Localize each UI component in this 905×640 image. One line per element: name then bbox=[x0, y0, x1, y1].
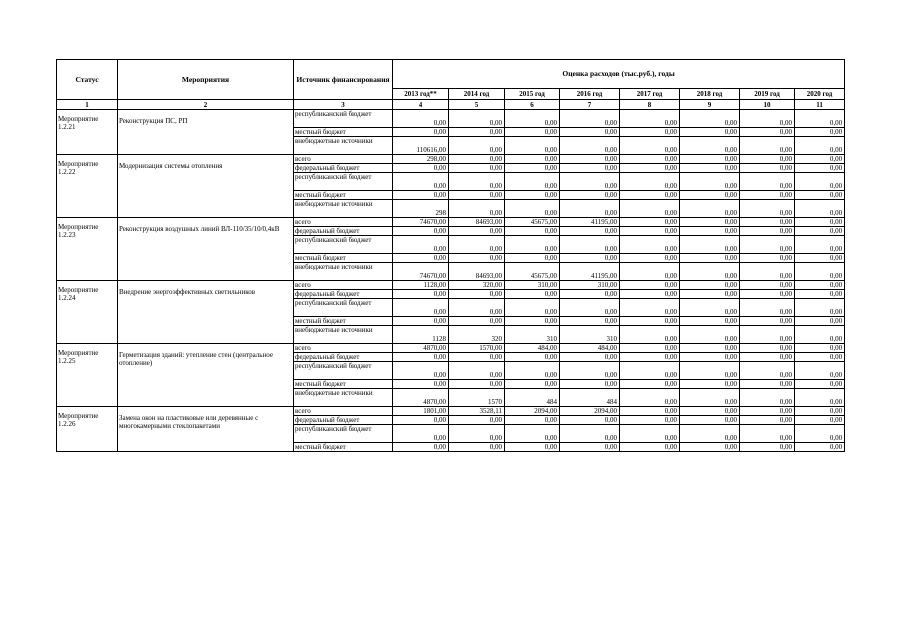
value-cell: 0,00 bbox=[393, 110, 449, 128]
value-cell: 0,00 bbox=[393, 425, 449, 443]
value-cell: 0,00 bbox=[740, 137, 795, 155]
value-cell: 0,00 bbox=[740, 110, 795, 128]
value-cell: 0,00 bbox=[393, 254, 449, 263]
value-cell: 0,00 bbox=[620, 191, 680, 200]
source-cell: федеральный бюджет bbox=[294, 353, 393, 362]
value-cell: 0,00 bbox=[505, 110, 560, 128]
value-cell: 0,00 bbox=[740, 164, 795, 173]
header-year: 2014 год bbox=[449, 89, 505, 100]
source-cell: местный бюджет bbox=[294, 317, 393, 326]
value-cell: 0,00 bbox=[680, 173, 740, 191]
source-cell: республиканский бюджет bbox=[294, 173, 393, 191]
value-cell: 0,00 bbox=[449, 155, 505, 164]
source-cell: федеральный бюджет bbox=[294, 164, 393, 173]
value-cell: 0,00 bbox=[393, 443, 449, 452]
value-cell: 0,00 bbox=[795, 281, 845, 290]
value-cell: 0,00 bbox=[393, 380, 449, 389]
value-cell: 310 bbox=[505, 326, 560, 344]
value-cell: 2094,00 bbox=[505, 407, 560, 416]
value-cell: 0,00 bbox=[795, 137, 845, 155]
value-cell: 0,00 bbox=[620, 425, 680, 443]
value-cell: 0,00 bbox=[740, 416, 795, 425]
value-cell: 0,00 bbox=[505, 443, 560, 452]
value-cell: 0,00 bbox=[560, 353, 620, 362]
value-cell: 0,00 bbox=[393, 416, 449, 425]
value-cell: 4870,00 bbox=[393, 389, 449, 407]
value-cell: 0,00 bbox=[680, 110, 740, 128]
value-cell: 0,00 bbox=[393, 164, 449, 173]
value-cell: 0,00 bbox=[620, 353, 680, 362]
value-cell: 0,00 bbox=[449, 137, 505, 155]
value-cell: 0,00 bbox=[505, 200, 560, 218]
value-cell: 0,00 bbox=[449, 200, 505, 218]
table-body bbox=[57, 60, 845, 452]
header-year: 2013 год** bbox=[393, 89, 449, 100]
header-year: 2020 год bbox=[795, 89, 845, 100]
value-cell: 0,00 bbox=[560, 254, 620, 263]
table-row bbox=[57, 155, 845, 164]
value-cell: 0,00 bbox=[449, 317, 505, 326]
value-cell: 0,00 bbox=[620, 218, 680, 227]
value-cell: 0,00 bbox=[560, 155, 620, 164]
value-cell: 0,00 bbox=[505, 299, 560, 317]
value-cell: 0,00 bbox=[740, 173, 795, 191]
value-cell: 0,00 bbox=[620, 155, 680, 164]
value-cell: 0,00 bbox=[449, 110, 505, 128]
value-cell: 0,00 bbox=[393, 128, 449, 137]
value-cell: 0,00 bbox=[560, 200, 620, 218]
value-cell: 0,00 bbox=[620, 380, 680, 389]
value-cell: 0,00 bbox=[740, 443, 795, 452]
value-cell: 0,00 bbox=[505, 155, 560, 164]
header-estimate: Оценка расходов (тыс.руб.), годы bbox=[393, 60, 845, 89]
event-cell: Реконструкция ПС, РП bbox=[118, 110, 294, 155]
value-cell: 0,00 bbox=[795, 263, 845, 281]
value-cell: 0,00 bbox=[680, 443, 740, 452]
header-year: 2019 год bbox=[740, 89, 795, 100]
value-cell: 0,00 bbox=[449, 353, 505, 362]
value-cell: 0,00 bbox=[393, 317, 449, 326]
value-cell: 41195,00 bbox=[560, 263, 620, 281]
value-cell: 0,00 bbox=[620, 407, 680, 416]
value-cell: 0,00 bbox=[393, 236, 449, 254]
column-number: 7 bbox=[560, 100, 620, 110]
value-cell: 0,00 bbox=[620, 110, 680, 128]
value-cell: 0,00 bbox=[680, 425, 740, 443]
value-cell: 0,00 bbox=[680, 200, 740, 218]
value-cell: 0,00 bbox=[680, 155, 740, 164]
source-cell: федеральный бюджет bbox=[294, 416, 393, 425]
column-number: 9 bbox=[680, 100, 740, 110]
value-cell: 0,00 bbox=[449, 299, 505, 317]
value-cell: 0,00 bbox=[560, 173, 620, 191]
source-cell: местный бюджет bbox=[294, 128, 393, 137]
value-cell: 0,00 bbox=[620, 344, 680, 353]
value-cell: 0,00 bbox=[560, 443, 620, 452]
status-cell: Мероприятие 1.2.25 bbox=[57, 344, 118, 407]
column-number: 2 bbox=[118, 100, 294, 110]
value-cell: 0,00 bbox=[680, 344, 740, 353]
value-cell: 0,00 bbox=[680, 164, 740, 173]
source-cell: местный бюджет bbox=[294, 380, 393, 389]
value-cell: 0,00 bbox=[795, 353, 845, 362]
value-cell: 0,00 bbox=[795, 389, 845, 407]
value-cell: 0,00 bbox=[795, 407, 845, 416]
source-cell: республиканский бюджет bbox=[294, 425, 393, 443]
source-cell: местный бюджет bbox=[294, 191, 393, 200]
value-cell: 0,00 bbox=[680, 317, 740, 326]
value-cell: 0,00 bbox=[740, 299, 795, 317]
value-cell: 0,00 bbox=[620, 416, 680, 425]
value-cell: 484,00 bbox=[560, 344, 620, 353]
value-cell: 0,00 bbox=[740, 362, 795, 380]
expense-table bbox=[56, 59, 845, 452]
value-cell: 0,00 bbox=[620, 128, 680, 137]
header-source: Источник финансирования bbox=[294, 60, 393, 100]
value-cell: 0,00 bbox=[795, 164, 845, 173]
value-cell: 0,00 bbox=[795, 317, 845, 326]
column-number: 10 bbox=[740, 100, 795, 110]
status-cell: Мероприятие 1.2.22 bbox=[57, 155, 118, 218]
value-cell: 0,00 bbox=[449, 191, 505, 200]
value-cell: 3528,11 bbox=[449, 407, 505, 416]
event-cell: Замена окон на пластиковые или деревянные с многокамерными стеклопакетами bbox=[118, 407, 294, 452]
value-cell: 0,00 bbox=[795, 128, 845, 137]
value-cell: 0,00 bbox=[795, 443, 845, 452]
value-cell: 0,00 bbox=[620, 236, 680, 254]
value-cell: 0,00 bbox=[795, 299, 845, 317]
value-cell: 0,00 bbox=[560, 290, 620, 299]
value-cell: 1801,00 bbox=[393, 407, 449, 416]
header-year: 2017 год bbox=[620, 89, 680, 100]
source-cell: местный бюджет bbox=[294, 254, 393, 263]
value-cell: 0,00 bbox=[795, 218, 845, 227]
value-cell: 0,00 bbox=[740, 389, 795, 407]
value-cell: 0,00 bbox=[505, 173, 560, 191]
value-cell: 0,00 bbox=[680, 299, 740, 317]
value-cell: 310,00 bbox=[505, 281, 560, 290]
value-cell: 0,00 bbox=[795, 416, 845, 425]
value-cell: 310,00 bbox=[560, 281, 620, 290]
value-cell: 0,00 bbox=[680, 218, 740, 227]
value-cell: 0,00 bbox=[560, 380, 620, 389]
value-cell: 0,00 bbox=[740, 281, 795, 290]
source-cell: республиканский бюджет bbox=[294, 299, 393, 317]
column-number: 1 bbox=[57, 100, 118, 110]
value-cell: 0,00 bbox=[680, 191, 740, 200]
value-cell: 0,00 bbox=[740, 317, 795, 326]
value-cell: 310 bbox=[560, 326, 620, 344]
value-cell: 0,00 bbox=[560, 137, 620, 155]
table-row bbox=[57, 218, 845, 227]
value-cell: 0,00 bbox=[560, 416, 620, 425]
value-cell: 0,00 bbox=[393, 290, 449, 299]
value-cell: 0,00 bbox=[740, 380, 795, 389]
value-cell: 0,00 bbox=[393, 362, 449, 380]
value-cell: 0,00 bbox=[449, 236, 505, 254]
value-cell: 0,00 bbox=[620, 173, 680, 191]
value-cell: 0,00 bbox=[505, 290, 560, 299]
value-cell: 0,00 bbox=[740, 326, 795, 344]
value-cell: 45675,00 bbox=[505, 263, 560, 281]
table-row bbox=[57, 110, 845, 128]
value-cell: 298,00 bbox=[393, 155, 449, 164]
value-cell: 0,00 bbox=[740, 290, 795, 299]
value-cell: 0,00 bbox=[620, 317, 680, 326]
value-cell: 0,00 bbox=[620, 164, 680, 173]
value-cell: 320,00 bbox=[449, 281, 505, 290]
event-cell: Внедрение энергоэффективных светильников bbox=[118, 281, 294, 344]
value-cell: 0,00 bbox=[560, 362, 620, 380]
value-cell: 0,00 bbox=[680, 362, 740, 380]
table-row bbox=[57, 281, 845, 290]
value-cell: 0,00 bbox=[740, 263, 795, 281]
value-cell: 0,00 bbox=[740, 344, 795, 353]
status-cell: Мероприятие 1.2.23 bbox=[57, 218, 118, 281]
value-cell: 41195,00 bbox=[560, 218, 620, 227]
value-cell: 0,00 bbox=[505, 236, 560, 254]
source-cell: федеральный бюджет bbox=[294, 227, 393, 236]
value-cell: 0,00 bbox=[505, 416, 560, 425]
value-cell: 320 bbox=[449, 326, 505, 344]
header-year: 2015 год bbox=[505, 89, 560, 100]
value-cell: 84693,00 bbox=[449, 263, 505, 281]
column-number-row bbox=[57, 100, 845, 110]
status-cell: Мероприятие 1.2.26 bbox=[57, 407, 118, 452]
source-cell: всего bbox=[294, 344, 393, 353]
source-cell: всего bbox=[294, 218, 393, 227]
value-cell: 0,00 bbox=[620, 137, 680, 155]
value-cell: 0,00 bbox=[449, 128, 505, 137]
source-cell: внебюджетные источники bbox=[294, 263, 393, 281]
source-cell: федеральный бюджет bbox=[294, 290, 393, 299]
value-cell: 0,00 bbox=[795, 236, 845, 254]
value-cell: 0,00 bbox=[795, 344, 845, 353]
value-cell: 0,00 bbox=[505, 191, 560, 200]
value-cell: 0,00 bbox=[620, 362, 680, 380]
value-cell: 0,00 bbox=[505, 227, 560, 236]
source-cell: внебюджетные источники bbox=[294, 389, 393, 407]
value-cell: 0,00 bbox=[620, 299, 680, 317]
value-cell: 0,00 bbox=[740, 353, 795, 362]
value-cell: 74670,00 bbox=[393, 263, 449, 281]
event-cell: Реконструкция воздушных линий ВЛ-110/35/10/0,4кВ bbox=[118, 218, 294, 281]
value-cell: 0,00 bbox=[393, 299, 449, 317]
value-cell: 0,00 bbox=[560, 425, 620, 443]
value-cell: 0,00 bbox=[740, 200, 795, 218]
column-number: 5 bbox=[449, 100, 505, 110]
value-cell: 0,00 bbox=[740, 218, 795, 227]
header-year: 2016 год bbox=[560, 89, 620, 100]
value-cell: 0,00 bbox=[740, 128, 795, 137]
value-cell: 0,00 bbox=[740, 425, 795, 443]
value-cell: 0,00 bbox=[680, 380, 740, 389]
value-cell: 0,00 bbox=[620, 263, 680, 281]
value-cell: 0,00 bbox=[393, 227, 449, 236]
value-cell: 0,00 bbox=[680, 128, 740, 137]
source-cell: местный бюджет bbox=[294, 443, 393, 452]
status-cell: Мероприятие 1.2.21 bbox=[57, 110, 118, 155]
value-cell: 484 bbox=[505, 389, 560, 407]
value-cell: 0,00 bbox=[795, 362, 845, 380]
value-cell: 298 bbox=[393, 200, 449, 218]
value-cell: 0,00 bbox=[449, 227, 505, 236]
value-cell: 1128,00 bbox=[393, 281, 449, 290]
value-cell: 0,00 bbox=[393, 353, 449, 362]
header-event: Мероприятия bbox=[118, 60, 294, 100]
column-number: 11 bbox=[795, 100, 845, 110]
value-cell: 0,00 bbox=[449, 254, 505, 263]
source-cell: всего bbox=[294, 407, 393, 416]
source-cell: республиканский бюджет bbox=[294, 110, 393, 128]
source-cell: внебюджетные источники bbox=[294, 137, 393, 155]
value-cell: 0,00 bbox=[795, 290, 845, 299]
table-row bbox=[57, 344, 845, 353]
value-cell: 0,00 bbox=[560, 317, 620, 326]
value-cell: 0,00 bbox=[740, 227, 795, 236]
value-cell: 0,00 bbox=[680, 416, 740, 425]
value-cell: 0,00 bbox=[560, 236, 620, 254]
value-cell: 0,00 bbox=[449, 290, 505, 299]
value-cell: 0,00 bbox=[620, 281, 680, 290]
value-cell: 0,00 bbox=[795, 191, 845, 200]
value-cell: 0,00 bbox=[560, 128, 620, 137]
value-cell: 0,00 bbox=[795, 326, 845, 344]
value-cell: 0,00 bbox=[449, 173, 505, 191]
value-cell: 0,00 bbox=[795, 173, 845, 191]
source-cell: республиканский бюджет bbox=[294, 236, 393, 254]
value-cell: 0,00 bbox=[620, 326, 680, 344]
event-cell: Герметизация зданий: утепление стен (центральное отопление) bbox=[118, 344, 294, 407]
value-cell: 0,00 bbox=[560, 164, 620, 173]
event-cell: Модернизация системы отопления bbox=[118, 155, 294, 218]
value-cell: 1570 bbox=[449, 389, 505, 407]
header-status: Статус bbox=[57, 60, 118, 100]
value-cell: 0,00 bbox=[505, 317, 560, 326]
value-cell: 0,00 bbox=[449, 380, 505, 389]
column-number: 6 bbox=[505, 100, 560, 110]
value-cell: 0,00 bbox=[740, 407, 795, 416]
value-cell: 0,00 bbox=[620, 290, 680, 299]
value-cell: 4870,00 bbox=[393, 344, 449, 353]
value-cell: 45675,00 bbox=[505, 218, 560, 227]
header-row bbox=[57, 60, 845, 89]
value-cell: 0,00 bbox=[449, 362, 505, 380]
value-cell: 74670,00 bbox=[393, 218, 449, 227]
value-cell: 0,00 bbox=[795, 110, 845, 128]
value-cell: 0,00 bbox=[560, 227, 620, 236]
value-cell: 0,00 bbox=[449, 425, 505, 443]
value-cell: 0,00 bbox=[560, 110, 620, 128]
value-cell: 0,00 bbox=[795, 425, 845, 443]
value-cell: 0,00 bbox=[680, 263, 740, 281]
value-cell: 0,00 bbox=[795, 254, 845, 263]
value-cell: 2094,00 bbox=[560, 407, 620, 416]
source-cell: внебюджетные источники bbox=[294, 326, 393, 344]
value-cell: 0,00 bbox=[620, 254, 680, 263]
source-cell: всего bbox=[294, 155, 393, 164]
value-cell: 0,00 bbox=[680, 281, 740, 290]
source-cell: внебюджетные источники bbox=[294, 200, 393, 218]
value-cell: 0,00 bbox=[560, 299, 620, 317]
value-cell: 0,00 bbox=[620, 227, 680, 236]
value-cell: 0,00 bbox=[505, 362, 560, 380]
value-cell: 0,00 bbox=[620, 200, 680, 218]
value-cell: 0,00 bbox=[505, 164, 560, 173]
source-cell: всего bbox=[294, 281, 393, 290]
value-cell: 0,00 bbox=[680, 326, 740, 344]
value-cell: 0,00 bbox=[505, 425, 560, 443]
value-cell: 0,00 bbox=[795, 380, 845, 389]
value-cell: 1570,00 bbox=[449, 344, 505, 353]
value-cell: 0,00 bbox=[680, 137, 740, 155]
source-cell: республиканский бюджет bbox=[294, 362, 393, 380]
value-cell: 0,00 bbox=[449, 164, 505, 173]
value-cell: 0,00 bbox=[620, 443, 680, 452]
header-year: 2018 год bbox=[680, 89, 740, 100]
value-cell: 0,00 bbox=[505, 128, 560, 137]
column-number: 8 bbox=[620, 100, 680, 110]
column-number: 3 bbox=[294, 100, 393, 110]
value-cell: 0,00 bbox=[449, 416, 505, 425]
value-cell: 0,00 bbox=[740, 254, 795, 263]
value-cell: 0,00 bbox=[680, 227, 740, 236]
value-cell: 0,00 bbox=[680, 254, 740, 263]
value-cell: 0,00 bbox=[740, 191, 795, 200]
value-cell: 0,00 bbox=[560, 191, 620, 200]
value-cell: 0,00 bbox=[449, 443, 505, 452]
value-cell: 0,00 bbox=[680, 290, 740, 299]
value-cell: 0,00 bbox=[393, 191, 449, 200]
value-cell: 110616,00 bbox=[393, 137, 449, 155]
table-row bbox=[57, 407, 845, 416]
value-cell: 0,00 bbox=[740, 155, 795, 164]
value-cell: 0,00 bbox=[795, 200, 845, 218]
value-cell: 0,00 bbox=[505, 254, 560, 263]
value-cell: 484 bbox=[560, 389, 620, 407]
value-cell: 0,00 bbox=[680, 407, 740, 416]
column-number: 4 bbox=[393, 100, 449, 110]
value-cell: 0,00 bbox=[505, 380, 560, 389]
value-cell: 84693,00 bbox=[449, 218, 505, 227]
value-cell: 0,00 bbox=[620, 389, 680, 407]
status-cell: Мероприятие 1.2.24 bbox=[57, 281, 118, 344]
value-cell: 0,00 bbox=[795, 227, 845, 236]
value-cell: 0,00 bbox=[680, 236, 740, 254]
value-cell: 0,00 bbox=[505, 353, 560, 362]
value-cell: 0,00 bbox=[740, 236, 795, 254]
value-cell: 0,00 bbox=[680, 389, 740, 407]
value-cell: 0,00 bbox=[795, 155, 845, 164]
value-cell: 0,00 bbox=[505, 137, 560, 155]
value-cell: 0,00 bbox=[680, 353, 740, 362]
value-cell: 0,00 bbox=[393, 173, 449, 191]
value-cell: 484,00 bbox=[505, 344, 560, 353]
value-cell: 1128 bbox=[393, 326, 449, 344]
